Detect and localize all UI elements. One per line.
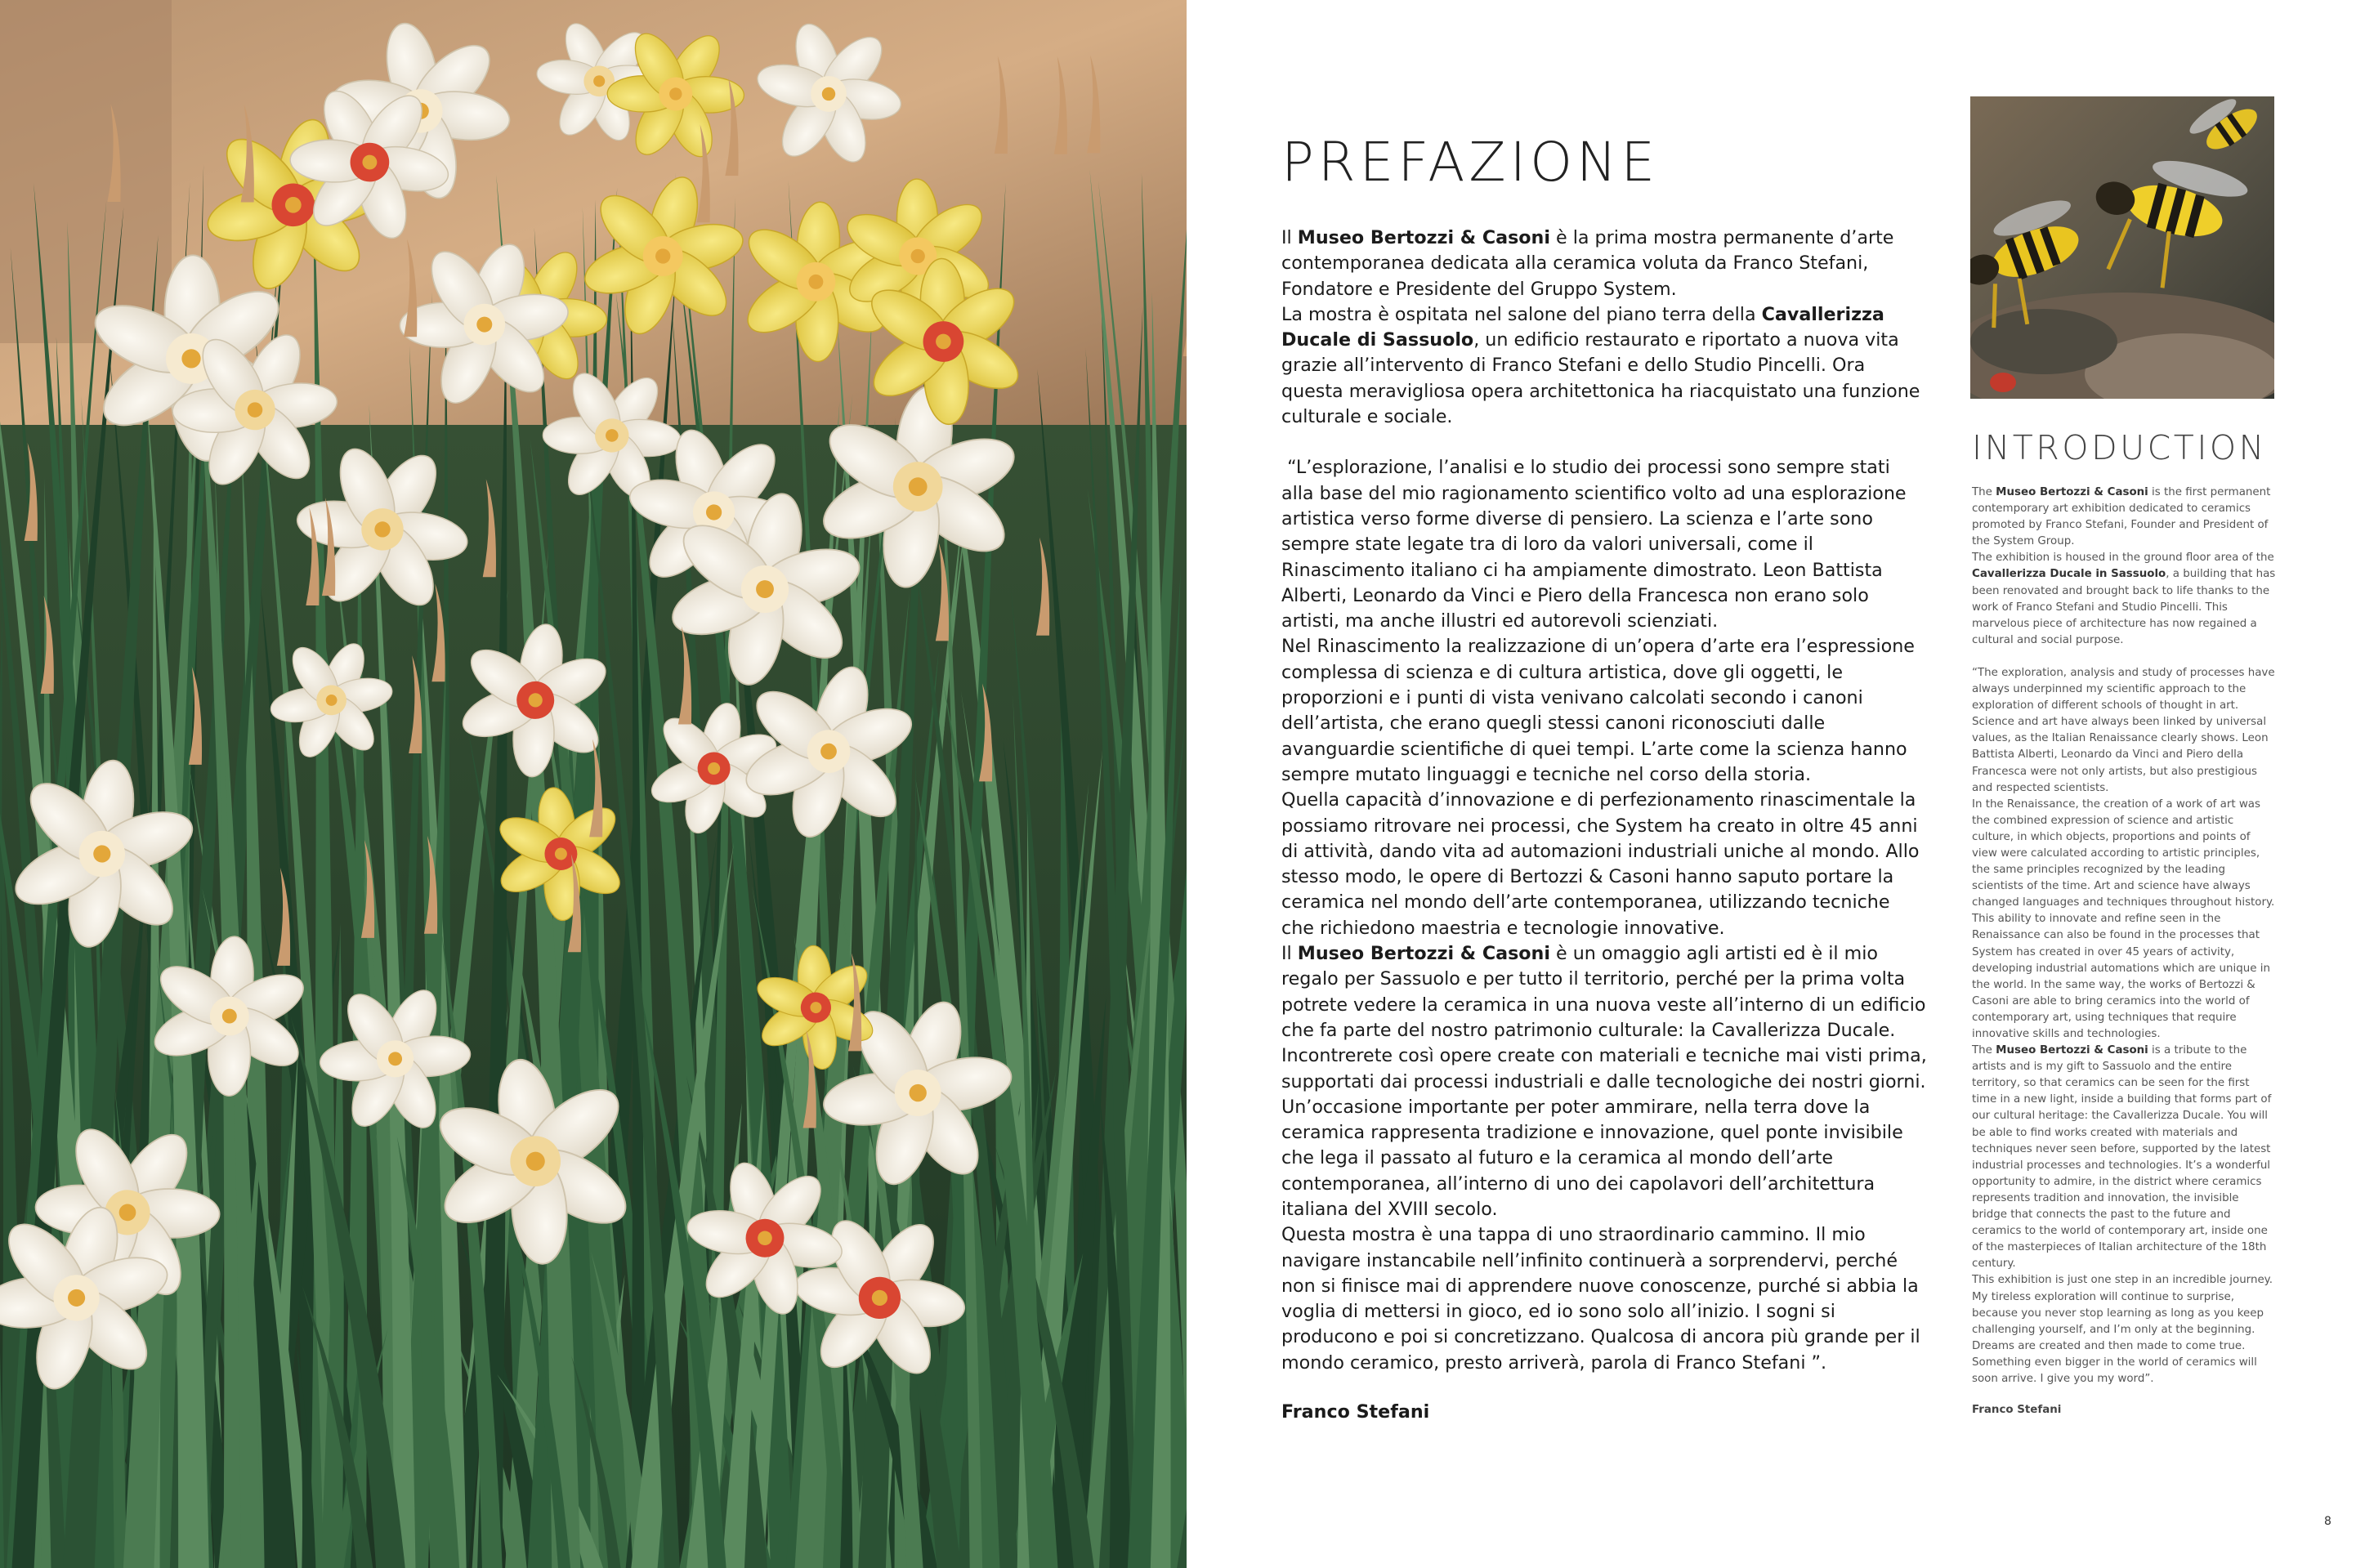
introduction-paragraph-3: “The exploration, analysis and study of processes have always underpinned my scientific approach to the exploration of different schools of thought in art. Science and art have always been linked by universal values, as the Italian Renaissance clearly shows. Leon Battista Alberti, Leonardo da Vinci and Piero della Francesca were not only artists, but also prestigious and respected scientists. — [1972, 666, 2275, 794]
text-run: is a tribute to the artists and is my gift to Sassuolo and the entire territory, so that ceramics can be seen for the first time in a new light, inside a building that forms part of our cultural heritage: the Cavallerizza Ducale. You will be able to find works created with materials and techniques never seen before, supported by the latest industrial processes and technologies. It’s a wonderful opportunity to admire, in the district where ceramics represents tradition and innovation, the invisible bridge that connects the past to the future and ceramics to the world of contemporary art, inside one of the masterpieces of Italian architecture of the 18th century. — [1972, 1044, 2272, 1271]
preface-title: PREFAZIONE — [1281, 131, 1660, 194]
preface-paragraph-5: Quella capacità d’innovazione e di perfezionamento rinascimentale la possiamo ritrovare nei processi, che System ha creato in oltre 45 anni di attività, dando vita ad automazioni industriali uniche al mondo. Allo stesso modo, le opere di Bertozzi & Casoni hanno saputo portare la ceramica nel mondo dell’arte contemporanea, utilizzando tecniche che richiedono maestria e tecnologie innovative. — [1281, 789, 1920, 939]
text-run: , a building that has been renovated and brought back to life thanks to the work of Franco Stefani and Studio Pincelli. This marvelous piece of architecture has now regained a cultural and social purpose. — [1972, 568, 2276, 646]
text-run: Il — [1281, 943, 1298, 965]
preface-paragraph-4: Nel Rinascimento la realizzazione di un’opera d’arte era l’espressione complessa di scienza e di cultura artistica, dove gli oggetti, le proporzioni e i punti di vista venivano calcolati secondo i canoni dell’artista, che erano quegli stessi canoni riconosciuti dalle avanguardie scientifiche di quei tempi. L’arte come la scienza hanno sempre mutato linguaggi e tecniche nel corso della storia. — [1281, 636, 1915, 785]
preface-paragraph-1 — [1281, 226, 1927, 302]
page-number: 8 — [2324, 1515, 2331, 1528]
text-run: The exhibition is housed in the ground floor area of the — [1972, 552, 2274, 565]
introduction-paragraph-6 — [1972, 1043, 2276, 1272]
introduction-paragraph-1 — [1972, 485, 2276, 550]
preface-paragraph-2 — [1281, 302, 1927, 430]
introduction-paragraph-2 — [1972, 550, 2276, 649]
introduction-body — [1972, 485, 2276, 1387]
bold-text-run: Museo Bertozzi & Casoni — [1996, 1044, 2148, 1057]
introduction-paragraph-7: This exhibition is just one step in an incredible journey. My tireless exploration will continue to surprise, because you never stop learning as long as you keep challenging yourself, and I’m only at the beginning. Dreams are created and then made to come true. Something even bigger in the world of ceramics will soon arrive. I give you my word”. — [1972, 1274, 2273, 1385]
text-run: is the first permanent contemporary art exhibition dedicated to ceramics promoted by Franco Stefani, Founder and President of the System Group. — [1972, 486, 2271, 548]
bold-text-run: Museo Bertozzi & Casoni — [1996, 486, 2148, 498]
bold-text-run: Museo Bertozzi & Casoni — [1297, 227, 1550, 248]
text-run: The — [1972, 486, 1996, 498]
text-run: è la prima mostra permanente d’arte contemporanea dedicata alla ceramica voluta da Franco Stefani, Fondatore e Presidente del Gruppo System. — [1281, 227, 1894, 300]
wasp-sculpture-photo — [1970, 96, 2274, 399]
bold-text-run: Museo Bertozzi & Casoni — [1297, 943, 1550, 965]
text-run: , un edificio restaurato e riportato a nuova vita grazie all’intervento di Franco Stefani e dello Studio Pincelli. Ora questa meravigliosa opera architettonica ha riacquistato una funzione culturale e sociale. — [1281, 329, 1920, 428]
introduction-signature: Franco Stefani — [1972, 1404, 2062, 1417]
text-run: The — [1972, 1044, 1996, 1057]
introduction-paragraph-5: This ability to innovate and refine seen in the Renaissance can also be found in the processes that System has created in over 45 years of activity, developing industrial automations which are unique in the world. In the same way, the works of Bertozzi & Casoni are able to bring ceramics into the world of contemporary art, using techniques that require innovative skills and technologies. — [1972, 913, 2270, 1040]
preface-signature: Franco Stefani — [1281, 1401, 1430, 1423]
preface-paragraph-6 — [1281, 941, 1927, 1222]
italian-preface — [1281, 131, 1927, 1423]
preface-paragraph-3: “L’esplorazione, l’analisi e lo studio dei processi sono sempre stati alla base del mio ragionamento scientifico volto ad una esplorazione artistica verso forme diverse di pensiero. La scienza e l’arte sono sempre state legate tra di loro da valori universali, come il Rinascimento italiano ci ha ampiamente dimostrato. Leon Battista Alberti, Leonardo da Vinci e Piero della Francesca non erano solo artisti, ma anche illustri ed autorevoli scienziati. — [1281, 457, 1912, 632]
english-introduction — [1972, 428, 2276, 1417]
text-run: Il — [1281, 227, 1298, 248]
introduction-paragraph-4: In the Renaissance, the creation of a work of art was the combined expression of science and artistic culture, in which objects, proportions and points of view were calculated according to artistic principles, the same principles recognized by the leading scientists of the time. Art and science have always changed languages and techniques throughout history. — [1972, 797, 2275, 909]
text-run: è un omaggio agli artisti ed è il mio regalo per Sassuolo e per tutto il territorio, perché per la prima volta potrete vedere la ceramica in una nuova veste all’interno di un edificio che fa parte del nostro patrimonio culturale: la Cavallerizza Ducale. Incontrerete così opere create con materiali e tecniche mai visti prima, supportati dai processi industriali e dalle tecnologiche dei nostri giorni. Un’occasione importante per poter ammirare, nella terra dove la ceramica rappresenta tradizione e innovazione, quel ponte invisibile che lega il passato al futuro e la ceramica al mondo dell’arte contemporanea, all’interno di uno dei capolavori dell’architettura italiana del XVIII secolo. — [1281, 943, 1927, 1220]
text-run: La mostra è ospitata nel salone del piano terra della — [1281, 303, 1762, 325]
bold-text-run: Cavallerizza Ducale in Sassuolo — [1972, 568, 2166, 581]
bold-text-run: Cavallerizza Ducale di Sassuolo — [1281, 303, 1884, 351]
introduction-title: INTRODUCTION — [1972, 428, 2267, 467]
preface-body — [1281, 226, 1927, 1376]
preface-paragraph-7: Questa mostra è una tappa di uno straordinario cammino. Il mio navigare instancabile nell’infinito continuerà a sorprendervi, perché non si finisce mai di apprendere nuove conoscenze, purché si abbia la voglia di mettersi in gioco, ed io sono solo all’inizio. I sogni si producono e poi si concretizzano. Qualcosa di ancora più grande per il mondo ceramico, presto arriverà, parola di Franco Stefani ”. — [1281, 1224, 1920, 1374]
